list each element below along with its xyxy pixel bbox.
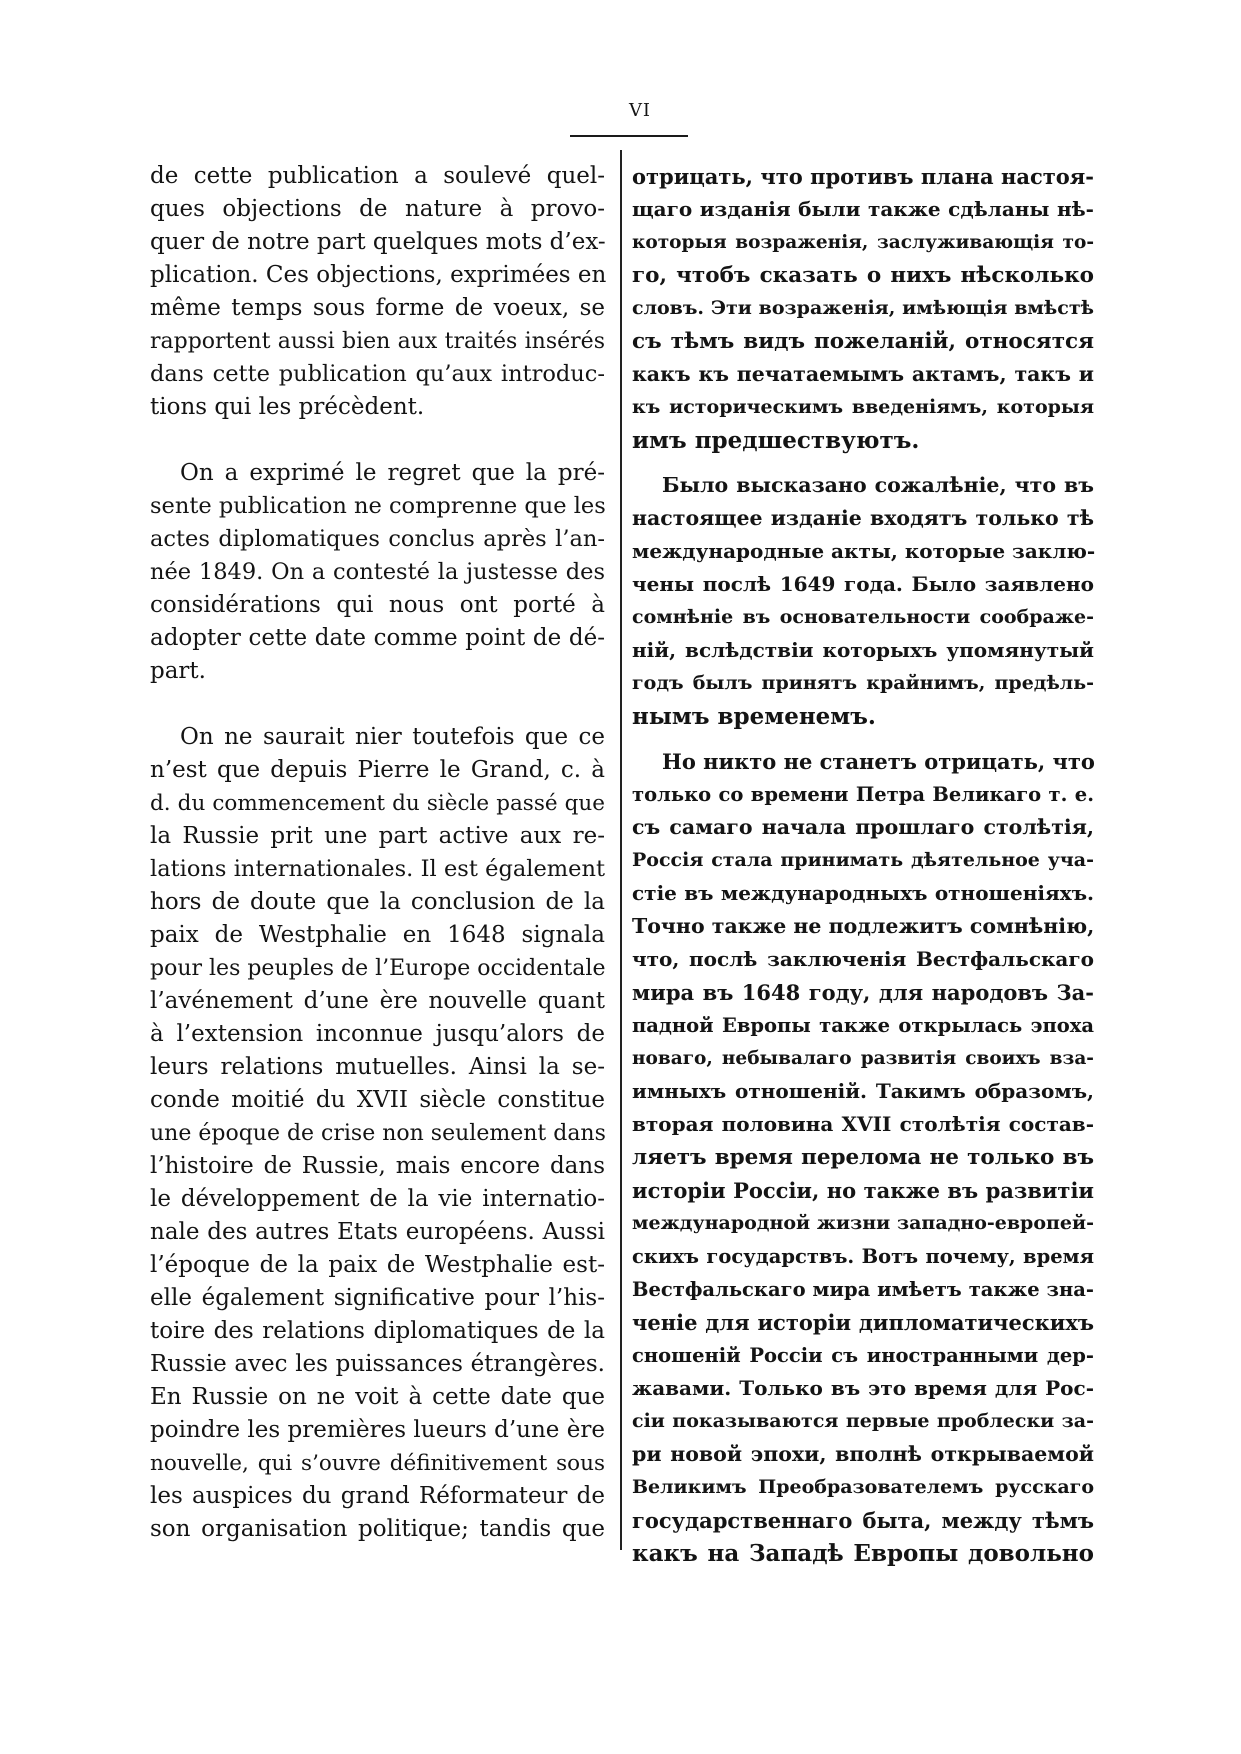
text-line: которыя возраженія, заслуживающія то- (632, 232, 1094, 253)
text-line: сомнѣніе въ основательности соображе- (632, 606, 1094, 628)
text-line: de cette publication a soulevé quel- (150, 163, 605, 189)
russian-paragraph-2 (632, 469, 1094, 733)
text-line: международные акты, которые заклю- (632, 539, 1096, 563)
text-line: сношеній Россіи съ иностранными дер- (632, 1344, 1094, 1367)
text-line: l’époque de la paix de Westphalie est- (150, 1252, 605, 1278)
text-line: настоящее изданіе входятъ только тѣ (632, 506, 1094, 530)
text-line: quer de notre part quelques mots d’ex- (150, 229, 606, 255)
text-line: ній, вслѣдствіи которыхъ упомянутый (632, 638, 1094, 662)
text-line: падной Европы также открылась эпоха (632, 1014, 1094, 1037)
text-line: conde moitié du XVII siècle constitue (150, 1087, 605, 1113)
text-line: paix de Westphalie en 1648 signala (150, 922, 605, 948)
text-line: toire des relations diplomatiques de la (150, 1318, 605, 1344)
text-line: Точно также не подлежитъ сомнѣнію, (632, 914, 1095, 938)
text-line: poindre les premières lueurs d’une ère (150, 1417, 605, 1443)
paragraph-gap (632, 733, 1094, 745)
text-line: les auspices du grand Réformateur de (150, 1483, 605, 1509)
text-line: On a exprimé le regret que la pré- (180, 460, 605, 486)
text-line: sente publication ne comprenne que les (150, 493, 606, 519)
text-line: née 1849. On a contesté la justesse des (150, 559, 605, 585)
text-line: международной жизни западно-европей- (632, 1212, 1094, 1234)
text-line: Вестфальскаго мира имѣетъ также зна- (632, 1278, 1094, 1301)
french-column (150, 160, 605, 1546)
paragraph-gap (632, 457, 1094, 469)
text-line: исторіи Россіи, но также въ развитіи (632, 1178, 1094, 1203)
text-line: какъ на Западѣ Европы довольно (632, 1540, 1094, 1567)
text-line: только со времени Петра Великаго т. е. (632, 783, 1094, 806)
text-line: tions qui les précèdent. (150, 394, 425, 420)
text-line: стіе въ международныхъ отношеніяхъ. (632, 881, 1094, 905)
text-line: государственнаго быта, между тѣмъ (632, 1508, 1094, 1533)
text-line: elle également significative pour l’his- (150, 1285, 605, 1311)
text-line: l’avénement d’une ère nouvelle quant (150, 988, 605, 1014)
text-line: nale des autres Etats européens. Aussi (150, 1219, 605, 1245)
text-line: son organisation politique; tandis que (150, 1516, 605, 1542)
russian-paragraph-1 (632, 160, 1094, 457)
text-line: чены послѣ 1649 года. Было заявлено (632, 572, 1094, 596)
text-line: жавами. Только въ это время для Рос- (632, 1376, 1094, 1400)
text-line: une époque de crise non seulement dans (150, 1121, 606, 1146)
text-line: nouvelle, qui s’ouvre définitivement sous (150, 1451, 605, 1476)
text-line: part. (150, 658, 206, 684)
text-line: la Russie prit une part active aux re- (150, 823, 605, 849)
text-line: Россія стала принимать дѣятельное уча- (632, 849, 1094, 871)
text-line: lations internationales. Il est également (150, 856, 605, 882)
text-line: On ne saurait nier toutefois que ce (180, 724, 605, 750)
text-line: rapportent aussi bien aux traités insérés (150, 329, 605, 354)
text-line: новаго, небывалаго развитія своихъ вза- (632, 1048, 1094, 1069)
header-rule (570, 135, 688, 137)
text-line: leurs relations mutuelles. Ainsi la se- (150, 1054, 605, 1080)
text-line: Великимъ Преобразователемъ русскаго (632, 1476, 1094, 1498)
text-line: что, послѣ заключенія Вестфальскаго (632, 947, 1094, 971)
text-line: щаго изданія были также сдѣланы нѣ- (632, 197, 1094, 221)
russian-paragraph-3 (632, 745, 1094, 1570)
text-line: Russie avec les puissances étrangères. (150, 1351, 605, 1377)
text-line: pour les peuples de l’Europe occidentale (150, 956, 606, 981)
text-line: годъ былъ принятъ крайнимъ, предѣль- (632, 672, 1094, 694)
text-line: considérations qui nous ont porté à (150, 592, 605, 618)
text-line: скихъ государствъ. Вотъ почему, время (632, 1245, 1094, 1268)
text-line: à l’extension inconnue jusqu’alors de (150, 1021, 605, 1047)
french-paragraph-3 (150, 721, 605, 1546)
text-line: съ тѣмъ видъ пожеланій, относятся (632, 329, 1094, 354)
text-line: ques objections de nature à provo- (150, 196, 605, 222)
column-divider (620, 150, 622, 1550)
text-line: adopter cette date comme point de dé- (150, 625, 605, 651)
russian-column (632, 160, 1094, 1570)
text-line: En Russie on ne voit à cette date que (150, 1384, 605, 1410)
text-line: Было высказано сожалѣніе, что въ (662, 473, 1094, 497)
text-line: сіи показываются первые проблески за- (632, 1410, 1094, 1432)
text-line: d. du commencement du siècle passé que (150, 791, 605, 816)
text-line: къ историческимъ введеніямъ, которыя (632, 396, 1094, 418)
text-line: вторая половина XVII столѣтія состав- (632, 1112, 1094, 1136)
text-line: го, чтобъ сказать о нихъ нѣсколько (632, 263, 1094, 288)
page-number: VI (628, 100, 652, 121)
text-line: ляетъ время перелома не только въ (632, 1145, 1094, 1170)
text-line: dans cette publication qu’aux introduc- (150, 361, 605, 387)
french-paragraph-1 (150, 160, 605, 424)
text-line: имъ предшествуютъ. (632, 427, 920, 454)
text-line: ченіе для исторіи дипломатическихъ (632, 1310, 1094, 1335)
text-line: имныхъ отношеній. Такимъ образомъ, (632, 1079, 1094, 1103)
text-line: le développement de la vie internatio- (150, 1186, 605, 1212)
text-line: нымъ временемъ. (632, 703, 876, 730)
text-line: ри новой эпохи, вполнѣ открываемой (632, 1442, 1094, 1466)
text-line: même temps sous forme de voeux, se (150, 295, 605, 321)
text-line: plication. Ces objections, exprimées en (150, 262, 607, 288)
paragraph-gap (150, 424, 605, 457)
text-line: actes diplomatiques conclus après l’an- (150, 526, 605, 552)
text-line: n’est que depuis Pierre le Grand, c. à (150, 757, 605, 783)
text-line: отрицать, что противъ плана настоя- (632, 164, 1094, 189)
text-line: какъ къ печатаемымъ актамъ, такъ и (632, 362, 1094, 386)
text-line: Но никто не станетъ отрицать, что (662, 749, 1095, 774)
text-line: hors de doute que la conclusion de la (150, 889, 605, 915)
text-line: съ самаго начала прошлаго столѣтія, (632, 815, 1094, 839)
french-paragraph-2 (150, 457, 605, 688)
text-line: мира въ 1648 году, для народовъ За- (632, 980, 1094, 1005)
paragraph-gap (150, 688, 605, 721)
text-line: l’histoire de Russie, mais encore dans (150, 1153, 605, 1179)
text-line: словъ. Эти возраженія, имѣющія вмѣстѣ (632, 297, 1094, 319)
